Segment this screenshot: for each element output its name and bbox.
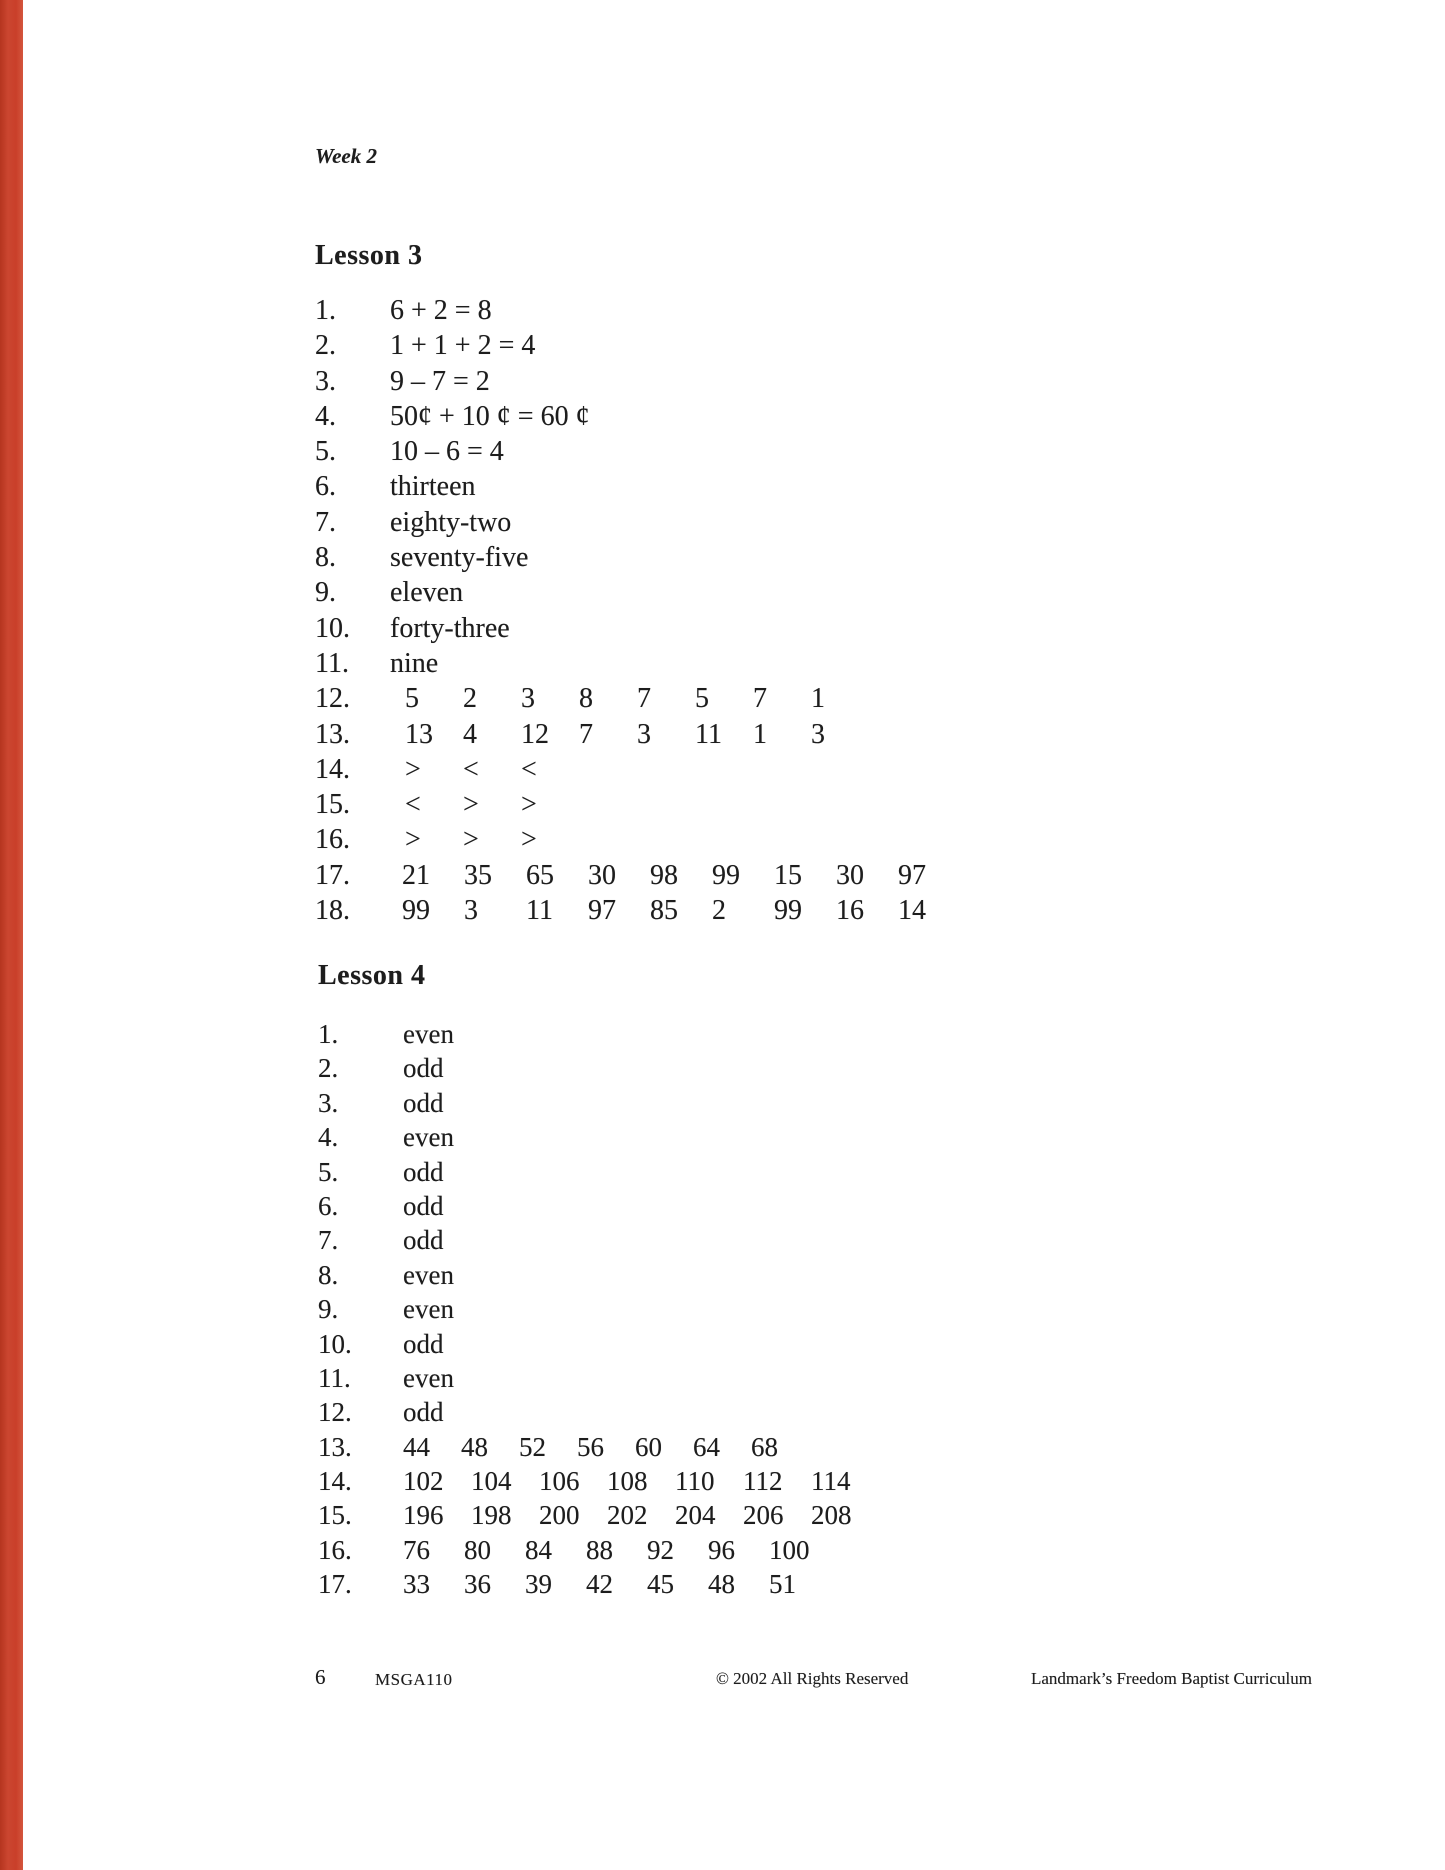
sequence-value: >: [463, 824, 479, 856]
sequence-value: >: [405, 753, 421, 785]
item-number: 6.: [318, 1190, 339, 1221]
item-answer: odd: [403, 1053, 444, 1084]
sequence-value: 5: [695, 683, 709, 715]
sequence-value: >: [521, 789, 537, 821]
sequence-value: 14: [898, 895, 926, 927]
sequence-value: 7: [753, 683, 767, 715]
item-answer: 1 + 1 + 2 = 4: [390, 330, 536, 362]
sequence-value: 92: [647, 1534, 674, 1565]
sequence-value: 48: [708, 1569, 735, 1600]
sequence-value: 102: [403, 1466, 444, 1497]
sequence-value: >: [405, 824, 421, 856]
sequence-value: 4: [463, 718, 477, 750]
page-number: 6: [315, 1665, 326, 1689]
lesson4-title: Lesson 4: [318, 960, 426, 991]
answer-row: [315, 577, 960, 612]
sequence-value: 1: [753, 718, 767, 750]
sequence-value: 3: [637, 718, 651, 750]
sequence-value: 15: [774, 859, 802, 891]
answer-row: [318, 1225, 879, 1259]
answer-row: [315, 895, 960, 930]
item-number: 11.: [315, 647, 349, 679]
sequence-value: 196: [403, 1500, 444, 1531]
item-number: 4.: [315, 400, 336, 432]
item-number: 14.: [315, 753, 350, 785]
item-number: 1.: [318, 1019, 339, 1049]
document-code: MSGA110: [375, 1670, 453, 1689]
item-number: 16.: [315, 824, 350, 856]
sequence-value: 3: [811, 718, 825, 750]
item-number: 2.: [318, 1053, 339, 1084]
item-answer: eighty-two: [390, 506, 512, 538]
sequence-value: 48: [461, 1431, 488, 1462]
item-answer-sequence: [390, 754, 579, 785]
sequence-value: <: [521, 753, 537, 785]
item-number: 17.: [315, 859, 350, 891]
sequence-value: 60: [635, 1431, 662, 1462]
sequence-value: 97: [898, 859, 926, 891]
answer-row: [315, 789, 960, 824]
sequence-value: 7: [579, 718, 593, 750]
item-answer: forty-three: [390, 612, 510, 644]
sequence-value: 5: [405, 683, 419, 715]
answer-row: [315, 330, 960, 365]
page-footer: [0, 1664, 1445, 1694]
item-number: 5.: [315, 436, 336, 468]
answer-row: [318, 1157, 879, 1191]
publisher-name: Landmark’s Freedom Baptist Curriculum: [1031, 1669, 1312, 1688]
sequence-value: 112: [743, 1466, 783, 1497]
item-number: 3.: [315, 365, 336, 397]
answer-row: [315, 683, 960, 718]
answer-row: [318, 1535, 879, 1569]
item-number: 2.: [315, 330, 336, 362]
sequence-value: 11: [526, 895, 553, 927]
item-number: 1.: [315, 295, 336, 326]
sequence-value: 80: [464, 1534, 491, 1565]
answer-row: [315, 824, 960, 859]
sequence-value: 33: [403, 1569, 430, 1600]
sequence-value: 42: [586, 1569, 613, 1600]
answer-row: [315, 542, 960, 577]
sequence-value: 99: [402, 895, 430, 927]
sequence-value: 21: [402, 859, 430, 891]
sequence-value: 16: [836, 895, 864, 927]
answer-row: [315, 719, 960, 754]
answer-row: [318, 1294, 879, 1328]
sequence-value: 98: [650, 859, 678, 891]
sequence-value: 202: [607, 1500, 648, 1531]
week-header: Week 2: [315, 144, 378, 168]
item-answer: odd: [403, 1225, 444, 1256]
item-number: 9.: [318, 1294, 339, 1325]
sequence-value: 39: [525, 1569, 552, 1600]
sequence-value: 76: [403, 1534, 430, 1565]
sequence-value: 108: [607, 1466, 648, 1497]
answer-row: [315, 295, 960, 330]
item-number: 10.: [315, 612, 350, 644]
item-answer: even: [403, 1362, 454, 1393]
sequence-value: <: [463, 753, 479, 785]
item-number: 15.: [318, 1500, 352, 1531]
answer-row: [315, 648, 960, 683]
sequence-value: 88: [586, 1534, 613, 1565]
item-number: 4.: [318, 1122, 339, 1153]
answer-row: [318, 1363, 879, 1397]
sequence-value: 35: [464, 859, 492, 891]
answer-row: [315, 401, 960, 436]
item-answer: odd: [403, 1190, 444, 1221]
sequence-value: 52: [519, 1431, 546, 1462]
sequence-value: 97: [588, 895, 616, 927]
item-number: 8.: [315, 542, 336, 574]
item-number: 7.: [315, 506, 336, 538]
sequence-value: 51: [769, 1569, 796, 1600]
answer-row: [315, 436, 960, 471]
item-answer: even: [403, 1019, 454, 1049]
item-answer-sequence: [390, 789, 579, 820]
item-answer: odd: [403, 1397, 444, 1428]
sequence-value: 3: [521, 683, 535, 715]
item-answer: eleven: [390, 577, 464, 609]
item-answer: even: [403, 1294, 454, 1325]
sequence-value: 64: [693, 1431, 720, 1462]
sequence-value: 100: [769, 1534, 810, 1565]
sequence-value: 2: [712, 895, 726, 927]
answer-row: [315, 754, 960, 789]
item-answer-sequence: [390, 895, 960, 926]
answer-row: [318, 1260, 879, 1294]
answer-row: [315, 613, 960, 648]
sequence-value: 30: [836, 859, 864, 891]
item-answer: 6 + 2 = 8: [390, 295, 492, 326]
answer-row: [318, 1500, 879, 1534]
sequence-value: 68: [751, 1431, 778, 1462]
sequence-value: 13: [405, 718, 433, 750]
item-answer: odd: [403, 1156, 444, 1187]
sequence-value: 12: [521, 718, 549, 750]
answer-row: [318, 1122, 879, 1156]
sequence-value: 3: [464, 895, 478, 927]
answer-row: [318, 1019, 879, 1053]
item-number: 5.: [318, 1156, 339, 1187]
item-answer: thirteen: [390, 471, 476, 503]
item-number: 3.: [318, 1087, 339, 1118]
item-number: 12.: [318, 1397, 352, 1428]
scan-edge-stripe: [0, 0, 23, 1870]
lesson3-answer-list: [315, 295, 960, 930]
item-answer: even: [403, 1259, 454, 1290]
item-answer-sequence: [390, 860, 960, 891]
answer-row: [318, 1569, 879, 1603]
sequence-value: 198: [471, 1500, 512, 1531]
item-answer-sequence: [390, 824, 579, 855]
item-answer: even: [403, 1122, 454, 1153]
item-answer: nine: [390, 647, 439, 679]
answer-row: [318, 1329, 879, 1363]
item-number: 16.: [318, 1534, 352, 1565]
sequence-value: 2: [463, 683, 477, 715]
item-answer-sequence: [390, 719, 869, 750]
sequence-value: >: [463, 789, 479, 821]
item-answer: odd: [403, 1087, 444, 1118]
sequence-value: 200: [539, 1500, 580, 1531]
item-answer-sequence: [403, 1535, 830, 1565]
item-number: 18.: [315, 895, 350, 927]
item-answer: 50¢ + 10 ¢ = 60 ¢: [390, 400, 590, 432]
item-answer: seventy-five: [390, 542, 529, 574]
item-answer: 10 – 6 = 4: [390, 436, 504, 468]
item-answer-sequence: [403, 1569, 830, 1599]
sequence-value: 8: [579, 683, 593, 715]
item-number: 15.: [315, 789, 350, 821]
lesson3-title: Lesson 3: [315, 240, 423, 271]
sequence-value: 204: [675, 1500, 716, 1531]
item-answer-sequence: [403, 1500, 879, 1530]
sequence-value: <: [405, 789, 421, 821]
item-number: 6.: [315, 471, 336, 503]
item-number: 9.: [315, 577, 336, 609]
sequence-value: 208: [811, 1500, 852, 1531]
sequence-value: 30: [588, 859, 616, 891]
sequence-value: 84: [525, 1534, 552, 1565]
sequence-value: 99: [712, 859, 740, 891]
answer-row: [318, 1432, 879, 1466]
item-number: 11.: [318, 1362, 351, 1393]
answer-row: [315, 860, 960, 895]
sequence-value: 99: [774, 895, 802, 927]
answer-row: [315, 366, 960, 401]
sequence-value: 106: [539, 1466, 580, 1497]
item-number: 10.: [318, 1328, 352, 1359]
item-number: 13.: [315, 718, 350, 750]
item-number: 7.: [318, 1225, 339, 1256]
sequence-value: 85: [650, 895, 678, 927]
item-answer-sequence: [403, 1466, 879, 1496]
sequence-value: 206: [743, 1500, 784, 1531]
lesson4-answer-list: [318, 1019, 879, 1604]
answer-row: [318, 1466, 879, 1500]
answer-row: [318, 1397, 879, 1431]
sequence-value: 11: [695, 718, 722, 750]
item-number: 12.: [315, 683, 350, 715]
item-number: 17.: [318, 1569, 352, 1600]
sequence-value: 36: [464, 1569, 491, 1600]
item-answer: 9 – 7 = 2: [390, 365, 490, 397]
sequence-value: 7: [637, 683, 651, 715]
item-answer-sequence: [390, 683, 869, 714]
sequence-value: 45: [647, 1569, 674, 1600]
sequence-value: 1: [811, 683, 825, 715]
answer-row: [318, 1191, 879, 1225]
answer-row: [318, 1088, 879, 1122]
answer-row: [315, 471, 960, 506]
sequence-value: 44: [403, 1431, 430, 1462]
answer-row: [318, 1053, 879, 1087]
item-answer: odd: [403, 1328, 444, 1359]
item-answer-sequence: [403, 1432, 809, 1462]
answer-row: [315, 507, 960, 542]
sequence-value: 56: [577, 1431, 604, 1462]
item-number: 13.: [318, 1431, 352, 1462]
sequence-value: >: [521, 824, 537, 856]
item-number: 8.: [318, 1259, 339, 1290]
sequence-value: 110: [675, 1466, 715, 1497]
sequence-value: 104: [471, 1466, 512, 1497]
sequence-value: 65: [526, 859, 554, 891]
item-number: 14.: [318, 1466, 352, 1497]
sequence-value: 96: [708, 1534, 735, 1565]
sequence-value: 114: [811, 1466, 851, 1497]
copyright-notice: © 2002 All Rights Reserved: [716, 1669, 909, 1688]
